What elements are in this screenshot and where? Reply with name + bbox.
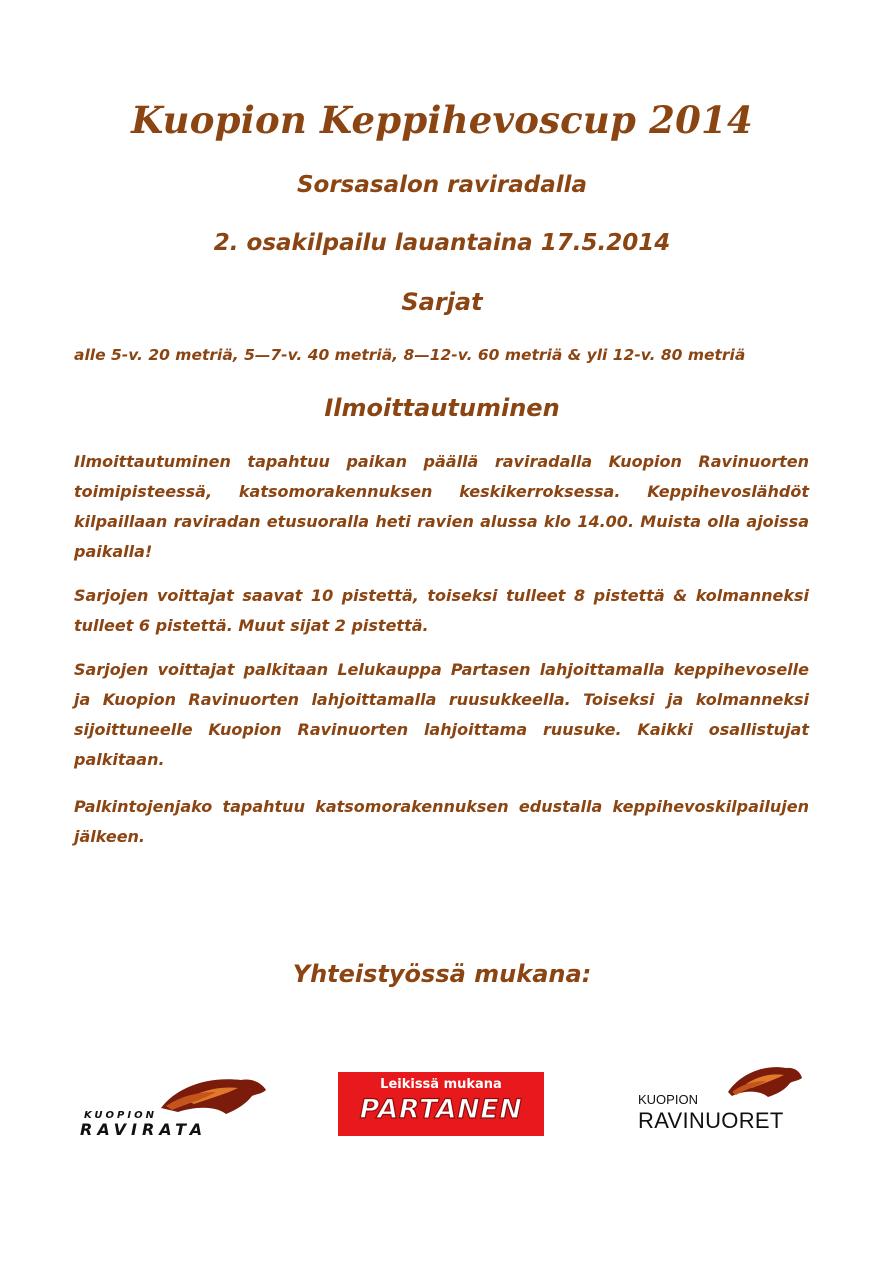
ravinuoret-small-text: KUOPION bbox=[638, 1092, 698, 1107]
sarjat-heading: Sarjat bbox=[401, 288, 483, 316]
partanen-tagline: Leikissä mukana bbox=[380, 1077, 502, 1092]
ravinuoret-big-text: RAVINUORET bbox=[638, 1108, 784, 1133]
kuopion-ravinuoret-logo bbox=[636, 1062, 806, 1140]
venue-subtitle: Sorsasalon raviradalla bbox=[296, 172, 588, 198]
paragraph-prizes: Sarjojen voittajat palkitaan Lelukauppa Partasen lahjoittamalla keppihevoselle ja Kuopion Ravinuorten lahjoittamalla ruusukkeella. Toiseksi ja kolmanneksi sijoittuneelle Kuopion Ravinuorten lahjoittama ruusuke. Kaikki osallistujat palkitaan. bbox=[74, 660, 809, 769]
partners-heading: Yhteistyössä mukana: bbox=[292, 960, 592, 988]
paragraph-registration: Ilmoittautuminen tapahtuu paikan päällä raviradalla Kuopion Ravinuorten toimipisteessä, katsomorakennuksen keskikerroksessa. Keppihevoslähdöt kilpaillaan raviradan etusuoralla heti ravien alussa klo 14.00. Muista olla ajoissa paikalla! bbox=[74, 452, 809, 561]
paragraph-ceremony: Palkintojenjako tapahtuu katsomorakennuksen edustalla keppihevoskilpailujen jälkeen. bbox=[74, 797, 809, 846]
partanen-logo bbox=[338, 1072, 544, 1136]
date-subtitle: 2. osakilpailu lauantaina 17.5.2014 bbox=[213, 230, 671, 256]
page-title: Kuopion Keppihevoscup 2014 bbox=[131, 98, 753, 142]
sarjat-text: alle 5-v. 20 metriä, 5—7-v. 40 metriä, 8—12-v. 60 metriä & yli 12-v. 80 metriä bbox=[74, 346, 746, 364]
ravirata-small-text: KUOPION bbox=[84, 1110, 157, 1121]
ilmoittautuminen-heading: Ilmoittautuminen bbox=[324, 394, 560, 422]
kuopion-ravirata-logo bbox=[66, 1070, 276, 1140]
paragraph-points: Sarjojen voittajat saavat 10 pistettä, toiseksi tulleet 8 pistettä & kolmanneksi tulleet 6 pistettä. Muut sijat 2 pistettä. bbox=[74, 586, 809, 635]
partanen-name: PARTANEN bbox=[359, 1094, 523, 1125]
ravirata-big-text: RAVIRATA bbox=[80, 1120, 208, 1139]
